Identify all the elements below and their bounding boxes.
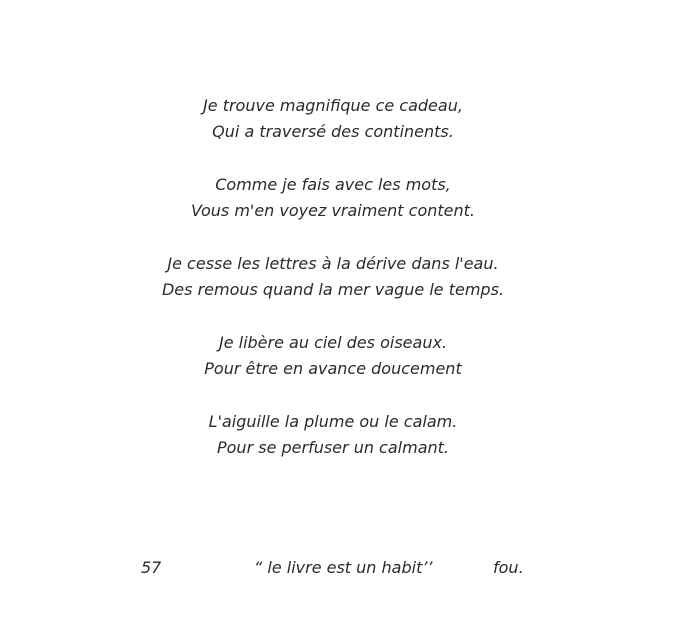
book-title: “ le livre est un habit’’ [254, 558, 433, 577]
poem-line: Je trouve magnifique ce cadeau, [203, 96, 463, 115]
poem [0, 93, 666, 488]
stanza [0, 172, 666, 224]
stanza [0, 330, 666, 382]
stanza [0, 409, 666, 461]
poem-line: Pour se perfuser un calmant. [216, 438, 449, 457]
poem-line: Comme je fais avec les mots, [215, 175, 451, 194]
poem-line: Qui a traversé des continents. [212, 122, 454, 141]
poem-line: Je cesse les lettres à la dérive dans l'eau. [167, 254, 499, 273]
page-number: 57 [141, 558, 162, 577]
poem-line: L'aiguille la plume ou le calam. [208, 412, 458, 431]
poem-line: Des remous quand la mer vague le temps. [161, 280, 504, 299]
author-name: fou. [493, 558, 524, 577]
poem-line: Je libère au ciel des oiseaux. [218, 333, 448, 352]
stanza [0, 93, 666, 145]
stanza [0, 251, 666, 303]
poem-line: Vous m'en voyez vraiment content. [190, 201, 476, 220]
poem-line: Pour être en avance doucement [204, 359, 462, 378]
